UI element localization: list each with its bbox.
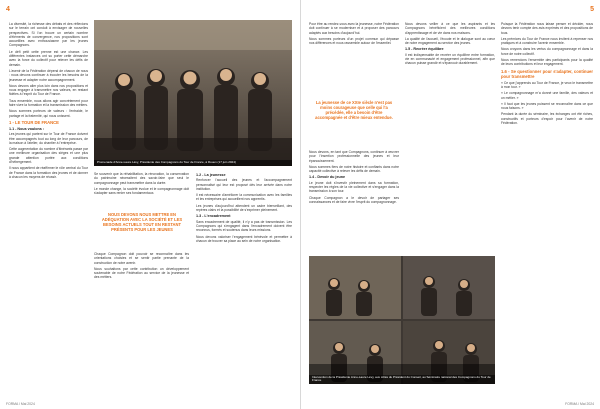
paragraph: Nous devons aller plus loin dans nos propositions et nous engager à transmettre nos valeurs, en restant fidèles à l'esprit du Tour de France. — [9, 83, 88, 97]
paragraph: Les jeunes d'aujourd'hui attendent un cadre bienveillant, des repères clairs et la possibilité de s'exprimer pleinement. — [196, 203, 292, 213]
subheading-devoir: 1.4 - Devoir du jeune — [309, 175, 346, 180]
paragraph: Nous souhaitons par cette contribution un développement soutenable de notre Fédération au service de la jeunesse et des métiers. — [94, 266, 189, 280]
paragraph: Nous croyons dans les vertus du compagnonnage et dans la force de notre collectif. — [501, 47, 593, 56]
paragraph: Puisque la Fédération nous laisse penser et décider, nous devons tenir compte des avis exprimés et des propositions de tous. — [501, 22, 593, 35]
section-heading-questionner: 1.6 - Se questionner pour s'adapter, continuer pour transmettre — [501, 68, 593, 79]
photo-caption-right: Intervention de la Présidente Anne-Laure Lévy, aux côtés du Président du Conseil, au Séminaire national des Compagnons du Tour de France — [309, 375, 495, 384]
paragraph: Se souvenir que la réhabilitation, la rénovation, la conservation du patrimoine nécessitent des savoir-faire que seul le compagnonnage peut transmettre dans la durée. — [94, 172, 189, 185]
paragraph: Le jeune doit s'investir pleinement dans sa formation, respecter les règles de la vie collective et s'engager dans la transmission à son tour. — [309, 180, 399, 194]
section-heading-tour: 1 - LE TOUR DE FRANCE — [9, 119, 59, 125]
paragraph: Nous devons valoriser l'engagement bénévole et permettre à chacun de trouver sa place au sein de notre organisation. — [196, 234, 292, 243]
left-column-1 — [9, 22, 88, 396]
subheading-equilibre: 1.5 - Recréer équilibre — [405, 47, 444, 52]
right-column-1b — [309, 150, 399, 250]
subheading-jeunesse: 1.2 - La jeunesse — [196, 173, 226, 177]
footer-right: FORMA / Mai 2024 — [565, 402, 594, 406]
paragraph: « Il faut que les jeunes puissent se reconnaître dans ce que nous faisons. » — [501, 101, 593, 111]
right-column-3 — [501, 22, 593, 396]
paragraph: Nous sommes porteurs de valeurs : l'entraide, le partage et la fraternité, qui nous unissent. — [9, 109, 88, 118]
paragraph: Tous ensemble, nous allons agir concrètement pour faire vivre la formation et la transmission des métiers. — [9, 98, 88, 108]
pull-quote-right: La jeunesse de ce XXIe siècle n'est pas moins courageuse que celle qui l'a précédée, elle a besoin d'être accompagnée et d'être mieux entendue. — [315, 100, 393, 120]
subheading-nous-voulons: 1.1 - Nous voulons : — [9, 126, 45, 131]
paragraph: Les jeunes qui partent sur le Tour de France doivent être accompagnés tout au long de leur parcours, de la maison à l'atelier, du chantier à l'entreprise. — [9, 132, 88, 145]
paragraph: Nous devons, en tant que Compagnons, continuer à œuvrer pour l'insertion professionnelle des jeunes et leur épanouissement. — [309, 150, 399, 163]
pull-quote-left: NOUS DEVONS NOUS METTRE EN ADÉQUATION AVEC LA SOCIÉTÉ ET LES BESOINS ACTUELS TOUT EN RESTANT PRÉSENTS POUR LES JEUNES — [101, 212, 183, 232]
paragraph: Il est nécessaire d'améliorer la communication avec les familles et les entreprises qui accueillent nos apprentis. — [196, 193, 292, 202]
photo-meeting — [94, 20, 292, 166]
paragraph: Le monde change, la société évolue et le compagnonnage doit s'adapter sans renier ses fondamentaux. — [94, 186, 189, 196]
paragraph: Nous devons veiller à ce que les aspirants et les Compagnons bénéficient des meilleures conditions d'apprentissage et de vie dans nos maisons. — [405, 22, 495, 35]
photo-collage — [309, 256, 495, 384]
paragraph: Renforcer l'accueil des jeunes et l'accompagnement personnalisé qui leur est proposé dès leur arrivée dans notre institution. — [196, 178, 292, 191]
left-column-2b — [94, 252, 189, 396]
paragraph: Pendant la durée du séminaire, les échanges ont été riches, constructifs et porteurs d'espoir pour l'avenir de notre Fédération. — [501, 112, 593, 126]
subheading-encadrement: 1.3 - L'encadrement — [196, 214, 231, 219]
paragraph: La diversité, la richesse des débats et des réflexions sur le terrain ont conduit à envisager de nouvelles perspectives. Si l'on trouve un certain nombre d'éléments de convergence, nos propositions sont accueillies avec enthousiasme par les jeunes Compagnons. — [9, 22, 88, 48]
paragraph: Nous sommes fiers de notre histoire et confiants dans notre capacité collective à relever les défis de demain. — [309, 164, 399, 174]
footer-left: FORMA / Mai 2024 — [6, 402, 35, 406]
paragraph: Chaque Compagnon a le devoir de partager ses connaissances et de faire vivre l'esprit du compagnonnage. — [309, 195, 399, 204]
photo-caption-left: Promenade d'Anne-Laure Lévy, Présidente des Compagnons du Tour de France, à Rouen (17 juin 2024) — [94, 160, 292, 166]
paragraph: Nous remercions l'ensemble des participants pour la qualité de leurs contributions et leur engagement. — [501, 58, 593, 67]
paragraph: Chaque Compagnon doit pouvoir se reconnaître dans les orientations choisies et se sentir partie prenante de la construction de notre avenir. — [94, 252, 189, 265]
paragraph: « Le compagnonnage m'a donné une famille, des valeurs et un métier. » — [501, 91, 593, 100]
paragraph: Le défi petit cette prenne est une chance. Les différentes instances ont su porter cette démarche avec la force du collectif pour relever les défis de demain. — [9, 49, 88, 67]
paragraph: Sans encadrement de qualité, il n'y a pas de transmission. Les Compagnons qui s'engagent dans l'encadrement doivent être reconnus, formés et soutenus dans leurs missions. — [196, 219, 292, 233]
paragraph: Les prémices du Tour de France nous invitent à repenser nos pratiques et à construire l'avenir ensemble. — [501, 36, 593, 46]
paragraph: Pour être au rendez-vous avec la jeunesse, notre Fédération doit continuer à se moderniser et à proposer des parcours adaptés aux besoins d'aujourd'hui. — [309, 22, 399, 35]
paragraph: Cette augmentation du nombre d'itinérants passe par une meilleure organisation des sièges et une plus grande attention portée aux conditions d'hébergement. — [9, 147, 88, 165]
paragraph: Il est indispensable de recréer un équilibre entre formation, vie en communauté et engagement professionnel, afin que chacun puisse grandir et s'épanouir durablement. — [405, 52, 495, 66]
paragraph: Nous sommes porteurs d'un projet commun qui dépasse nos différences et nous rassemble autour de l'essentiel. — [309, 36, 399, 46]
right-column-1 — [309, 22, 399, 92]
right-page — [300, 0, 600, 409]
paragraph: « Ce que j'apprends au Tour de France, je veux le transmettre à mon tour. » — [501, 80, 593, 89]
right-column-2 — [405, 22, 495, 250]
left-column-3 — [196, 172, 292, 396]
paragraph: Il nous appartient de réaffirmer le rôle central du Tour de France dans la formation des jeunes et de donner à chacun les moyens de réussir. — [9, 166, 88, 179]
photo-collage-image — [309, 256, 495, 384]
page-number-left: 4 — [6, 6, 10, 13]
photo-meeting-image — [94, 20, 292, 166]
paragraph: L'avenir de la Fédération dépend de chacun de nous : nous devons continuer à écouter les besoins de la jeunesse et adapter notre accompagnement. — [9, 68, 88, 82]
page-number-right: 5 — [590, 6, 594, 13]
paragraph: La qualité de l'accueil, l'écoute et le dialogue sont au cœur de notre engagement au service des jeunes. — [405, 36, 495, 46]
